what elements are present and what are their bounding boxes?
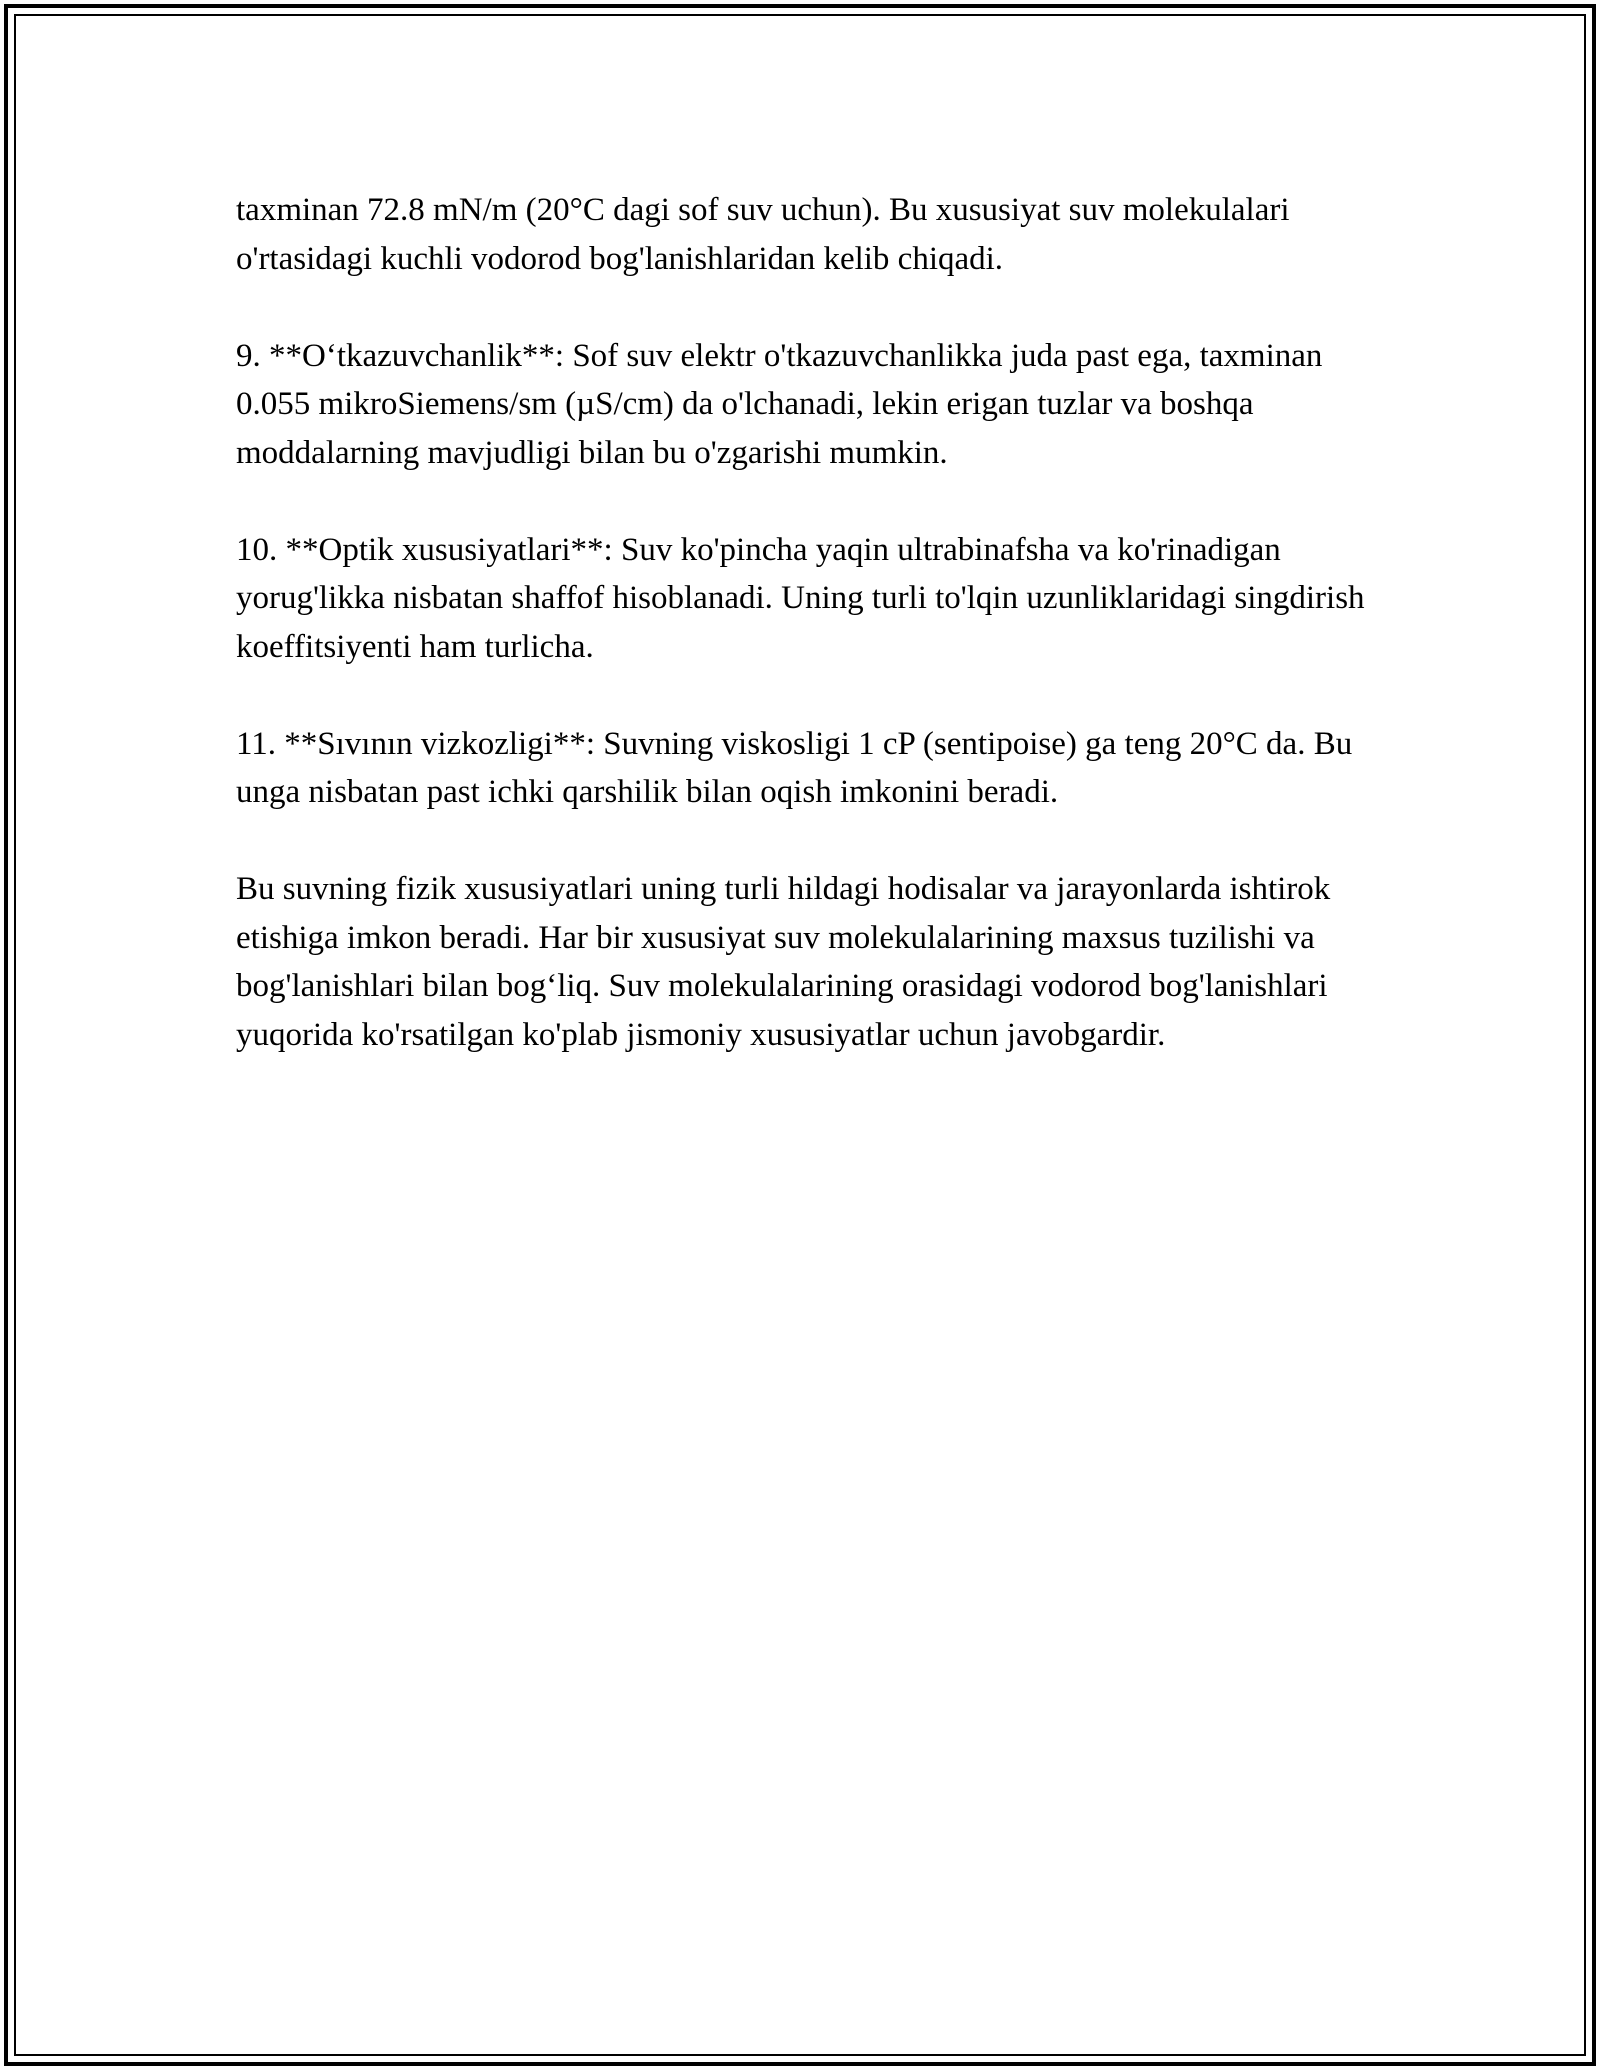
paragraph-surface-tension-continued: taxminan 72.8 mN/m (20°C dagi sof suv uchun). Bu xususiyat suv molekulalari o'rtasidagi kuchli vodorod bog'lanishlaridan kelib chiqadi. bbox=[236, 192, 1290, 277]
document-body bbox=[236, 186, 1386, 1108]
paragraph-optical-properties: 10. **Optik xususiyatlari**: Suv ko'pincha yaqin ultrabinafsha va ko'rinadigan yorug'likka nisbatan shaffof hisoblanadi. Uning turli to'lqin uzunliklaridagi singdirish koeffitsiyenti ham turlicha. bbox=[236, 531, 1365, 665]
paragraph-conclusion: Bu suvning fizik xususiyatlari uning turli hildagi hodisalar va jarayonlarda ishtirok etishiga imkon beradi. Har bir xususiyat suv molekulalarining maxsus tuzilishi va bog'lanishlari bilan bog‘liq. Suv molekulalarining orasidagi vodorod bog'lanishlari yuqorida ko'rsatilgan ko'plab jismoniy xususiyatlar uchun javobgardir. bbox=[236, 871, 1331, 1053]
paragraph-conductivity: 9. **O‘tkazuvchanlik**: Sof suv elektr o'tkazuvchanlikka juda past ega, taxminan 0.055 mikroSiemens/sm (µS/cm) da o'lchanadi, lekin erigan tuzlar va boshqa moddalarning mavjudligi bilan bu o'zgarishi mumkin. bbox=[236, 337, 1323, 471]
paragraph-viscosity: 11. **Sıvının vizkozligi**: Suvning viskosligi 1 cP (sentipoise) ga teng 20°C da. Bu unga nisbatan past ichki qarshilik bilan oqish imkonini beradi. bbox=[236, 725, 1353, 810]
